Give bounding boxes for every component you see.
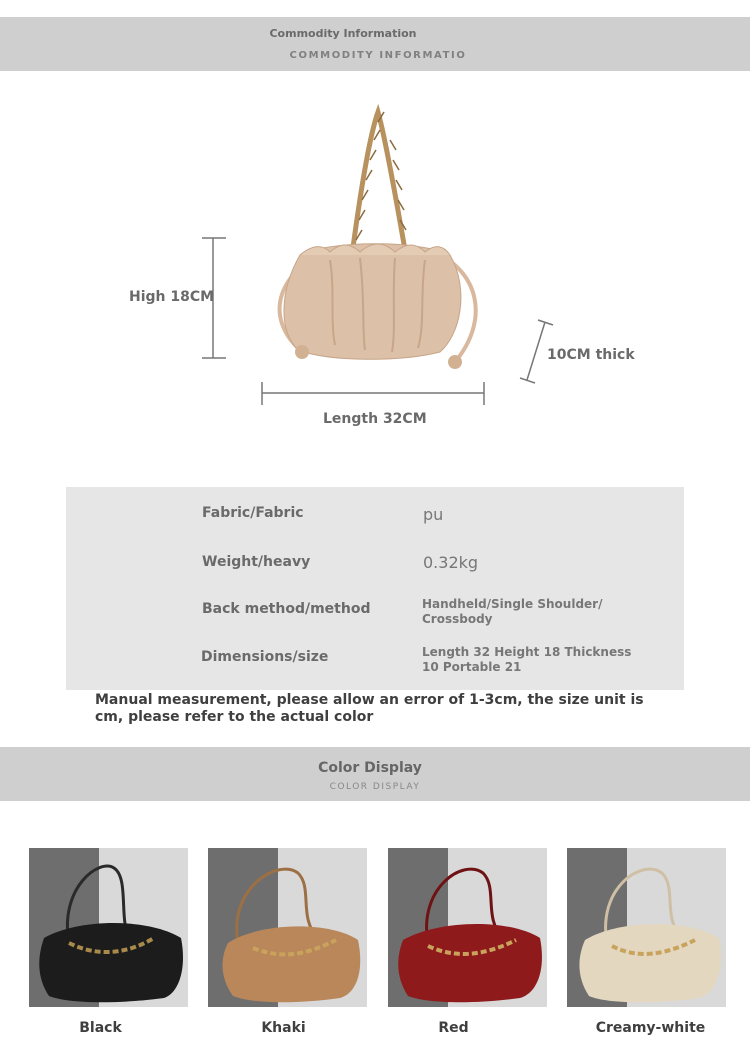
spec-value-carry-method: Handheld/Single Shoulder/ Crossbody <box>422 597 603 626</box>
color-swatch-creamy-white[interactable] <box>567 848 726 1007</box>
spec-value-fabric: pu <box>423 505 444 524</box>
khaki-bag-photo <box>208 848 367 1007</box>
knot-left <box>295 345 309 359</box>
spec-label-carry-method: Back method/method <box>202 601 371 617</box>
color-swatch-black[interactable] <box>29 848 188 1007</box>
color-swatch-red[interactable] <box>388 848 547 1007</box>
color-display-subtitle: COLOR DISPLAY <box>329 782 421 792</box>
knot-right <box>448 355 462 369</box>
color-label-khaki: Khaki <box>261 1020 306 1036</box>
spec-value-weight: 0.32kg <box>423 553 479 572</box>
color-swatch-khaki[interactable] <box>208 848 367 1007</box>
thickness-label: 10CM thick <box>547 347 635 363</box>
length-label: Length 32CM <box>323 411 427 427</box>
creamy-white-bag-photo <box>567 848 726 1007</box>
height-label: High 18CM <box>129 289 215 305</box>
bag-body <box>284 244 461 360</box>
color-display-title: Color Display <box>318 760 422 776</box>
commodity-info-header <box>0 17 750 71</box>
black-bag-photo <box>29 848 188 1007</box>
header-subtitle: COMMODITY INFORMATIO <box>289 50 467 61</box>
header-title: Commodity Information <box>269 27 417 40</box>
red-bag-photo <box>388 848 547 1007</box>
product-dimension-illustration <box>0 100 750 440</box>
color-display-header <box>0 747 750 801</box>
color-label-black: Black <box>79 1020 122 1036</box>
measurement-note: Manual measurement, please allow an error of 1-3cm, the size unit is cm, please refer to the actual color <box>95 692 644 725</box>
color-label-creamy-white: Creamy-white <box>595 1020 706 1036</box>
spec-label-fabric: Fabric/Fabric <box>202 505 304 521</box>
spec-label-dimensions: Dimensions/size <box>201 649 329 665</box>
spec-table <box>66 487 684 690</box>
color-label-red: Red <box>438 1020 469 1036</box>
length-marker <box>262 382 484 405</box>
spec-label-weight: Weight/heavy <box>202 554 311 570</box>
spec-value-dimensions: Length 32 Height 18 Thickness 10 Portable 21 <box>422 645 632 674</box>
